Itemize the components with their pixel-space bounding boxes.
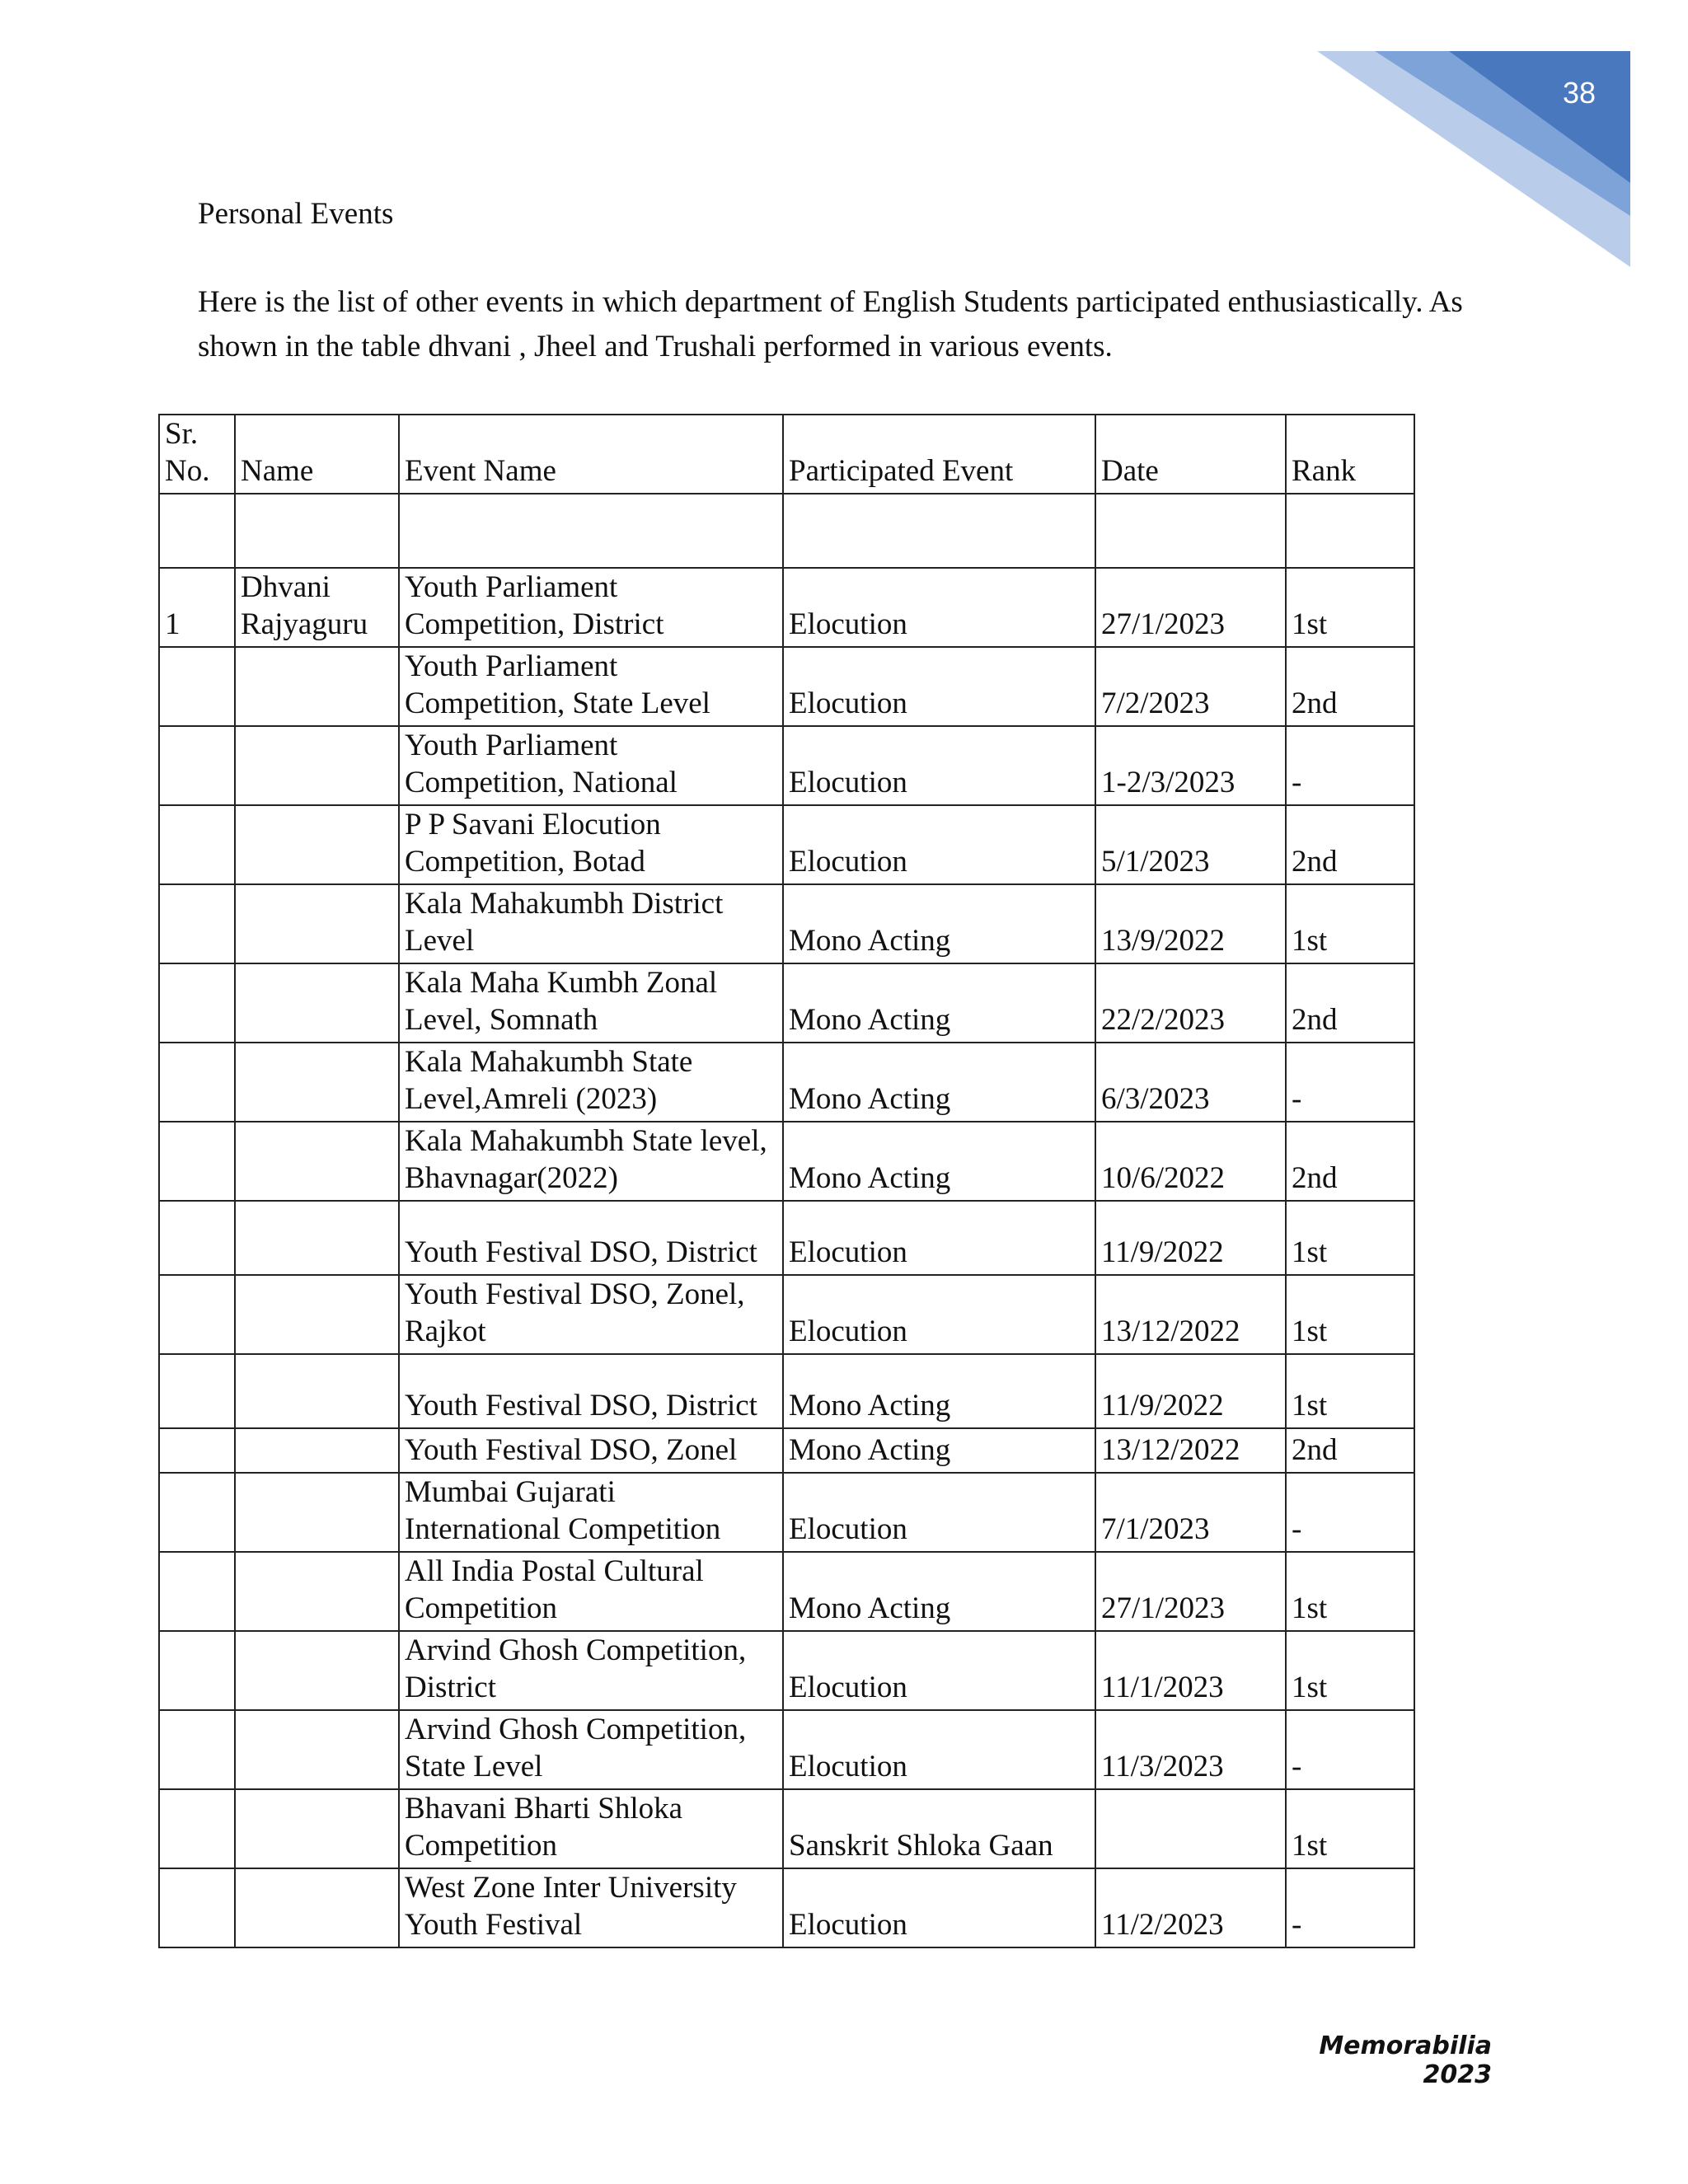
cell-name [235,805,399,884]
cell-date: 27/1/2023 [1095,568,1286,647]
table-row [159,1201,1414,1275]
cell-date: 11/9/2022 [1095,1354,1286,1428]
cell-sr: 1 [159,568,235,647]
cell-rank: 1st [1286,1631,1414,1710]
cell-participated: Mono Acting [783,1428,1095,1473]
cell-rank: 2nd [1286,1428,1414,1473]
page-number: 38 [1562,76,1597,110]
cell-rank: 1st [1286,568,1414,647]
cell-date: 5/1/2023 [1095,805,1286,884]
cell-rank: 1st [1286,1789,1414,1868]
table-row [159,884,1414,963]
cell-date: 13/12/2022 [1095,1428,1286,1473]
cell-date: 11/1/2023 [1095,1631,1286,1710]
table-row [159,647,1414,726]
cell-rank: 1st [1286,1201,1414,1275]
intro-paragraph: Here is the list of other events in which department of English Students participated enthusiastically. As shown in the table dhvani , Jheel and Trushali performed in various events. [198,285,1463,363]
cell-sr [159,1789,235,1868]
cell-event: All India Postal Cultural Competition [399,1552,783,1631]
cell-name [235,1122,399,1201]
cell-rank: 2nd [1286,647,1414,726]
table-body [159,494,1414,1947]
table-row [159,494,1414,568]
cell-rank: - [1286,726,1414,805]
cell-name [235,1552,399,1631]
cell-event: Youth Festival DSO, District [399,1354,783,1428]
cell-participated: Elocution [783,805,1095,884]
cell-sr [159,1868,235,1947]
header-rank: Rank [1286,415,1414,494]
cell-name [235,1428,399,1473]
cell-name [235,494,399,568]
header-event-name: Event Name [399,415,783,494]
cell-event: Bhavani Bharti Shloka Competition [399,1789,783,1868]
cell-participated: Mono Acting [783,1552,1095,1631]
cell-sr [159,494,235,568]
cell-rank [1286,494,1414,568]
cell-name [235,1631,399,1710]
cell-participated: Mono Acting [783,1354,1095,1428]
cell-rank: 1st [1286,1275,1414,1354]
cell-event: Kala Mahakumbh State level, Bhavnagar(2022) [399,1122,783,1201]
cell-date: 11/2/2023 [1095,1868,1286,1947]
cell-event: Youth Festival DSO, Zonel, Rajkot [399,1275,783,1354]
cell-rank: 2nd [1286,963,1414,1043]
table-row [159,963,1414,1043]
cell-name [235,1710,399,1789]
cell-date: 7/1/2023 [1095,1473,1286,1552]
cell-sr [159,1043,235,1122]
cell-event: Kala Mahakumbh District Level [399,884,783,963]
table-row [159,1473,1414,1552]
table-row [159,1552,1414,1631]
cell-participated: Elocution [783,1201,1095,1275]
cell-sr [159,1201,235,1275]
table-row [159,1789,1414,1868]
cell-participated [783,494,1095,568]
cell-participated: Mono Acting [783,963,1095,1043]
cell-date: 6/3/2023 [1095,1043,1286,1122]
table-row [159,1122,1414,1201]
cell-date [1095,494,1286,568]
cell-name [235,1201,399,1275]
cell-name: Dhvani Rajyaguru [235,568,399,647]
header-participated-event: Participated Event [783,415,1095,494]
cell-event: Mumbai Gujarati International Competition [399,1473,783,1552]
cell-event: Youth Parliament Competition, District [399,568,783,647]
cell-sr [159,1275,235,1354]
cell-sr [159,726,235,805]
cell-event: Youth Parliament Competition, National [399,726,783,805]
footer-title: Memorabilia 2023 [1319,2032,1492,2089]
table-row [159,1710,1414,1789]
cell-event: Youth Parliament Competition, State Level [399,647,783,726]
cell-date: 13/12/2022 [1095,1275,1286,1354]
cell-participated: Mono Acting [783,1122,1095,1201]
table-row [159,568,1414,647]
table-row [159,1354,1414,1428]
cell-event [399,494,783,568]
cell-date: 27/1/2023 [1095,1552,1286,1631]
header-sr-no: Sr. No. [159,415,235,494]
cell-participated: Elocution [783,568,1095,647]
table-row [159,1631,1414,1710]
cell-participated: Elocution [783,647,1095,726]
cell-event: Youth Festival DSO, Zonel [399,1428,783,1473]
cell-event: West Zone Inter University Youth Festival [399,1868,783,1947]
cell-name [235,963,399,1043]
cell-name [235,1275,399,1354]
cell-rank: 1st [1286,1354,1414,1428]
cell-date [1095,1789,1286,1868]
cell-participated: Elocution [783,1473,1095,1552]
cell-participated: Elocution [783,726,1095,805]
cell-sr [159,884,235,963]
cell-event: Youth Festival DSO, District [399,1201,783,1275]
cell-date: 7/2/2023 [1095,647,1286,726]
cell-sr [159,647,235,726]
cell-sr [159,963,235,1043]
table-row [159,1275,1414,1354]
table-header-row [159,415,1414,494]
cell-participated: Mono Acting [783,1043,1095,1122]
cell-event: Arvind Ghosh Competition, District [399,1631,783,1710]
cell-rank: - [1286,1473,1414,1552]
cell-date: 13/9/2022 [1095,884,1286,963]
cell-participated: Elocution [783,1631,1095,1710]
table-row [159,726,1414,805]
cell-date: 1-2/3/2023 [1095,726,1286,805]
cell-rank: 2nd [1286,1122,1414,1201]
header-date: Date [1095,415,1286,494]
cell-event: Kala Mahakumbh State Level,Amreli (2023) [399,1043,783,1122]
cell-rank: 2nd [1286,805,1414,884]
cell-name [235,1473,399,1552]
cell-rank: 1st [1286,1552,1414,1631]
cell-sr [159,1631,235,1710]
cell-name [235,1354,399,1428]
cell-sr [159,805,235,884]
cell-rank: - [1286,1710,1414,1789]
cell-rank: 1st [1286,884,1414,963]
events-table [158,414,1415,1948]
cell-sr [159,1122,235,1201]
table-row [159,1043,1414,1122]
cell-date: 11/9/2022 [1095,1201,1286,1275]
cell-rank: - [1286,1043,1414,1122]
cell-name [235,726,399,805]
table-row [159,1428,1414,1473]
table-row [159,805,1414,884]
cell-sr [159,1428,235,1473]
cell-event: P P Savani Elocution Competition, Botad [399,805,783,884]
cell-rank: - [1286,1868,1414,1947]
cell-sr [159,1354,235,1428]
cell-participated: Sanskrit Shloka Gaan [783,1789,1095,1868]
cell-participated: Elocution [783,1710,1095,1789]
header-name: Name [235,415,399,494]
cell-date: 22/2/2023 [1095,963,1286,1043]
cell-name [235,1789,399,1868]
cell-sr [159,1710,235,1789]
cell-name [235,1043,399,1122]
table-row [159,1868,1414,1947]
cell-participated: Mono Acting [783,884,1095,963]
cell-participated: Elocution [783,1275,1095,1354]
cell-event: Arvind Ghosh Competition, State Level [399,1710,783,1789]
section-title: Personal Events [198,197,394,231]
cell-name [235,1868,399,1947]
cell-event: Kala Maha Kumbh Zonal Level, Somnath [399,963,783,1043]
cell-participated: Elocution [783,1868,1095,1947]
cell-date: 10/6/2022 [1095,1122,1286,1201]
cell-name [235,647,399,726]
cell-date: 11/3/2023 [1095,1710,1286,1789]
cell-sr [159,1552,235,1631]
cell-name [235,884,399,963]
cell-sr [159,1473,235,1552]
